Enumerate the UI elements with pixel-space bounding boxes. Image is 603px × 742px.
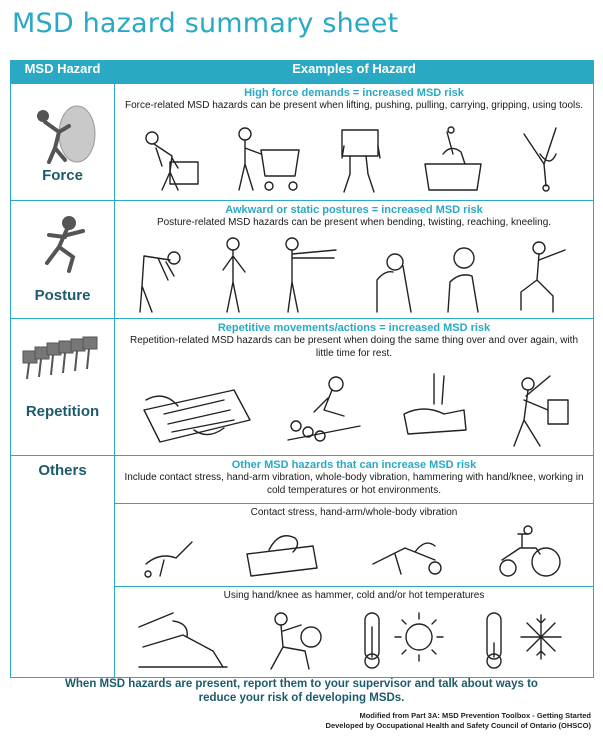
repetition-label: Repetition bbox=[25, 403, 100, 420]
credit-note bbox=[326, 711, 591, 731]
footer-line-1: When MSD hazards are present, report them to your supervisor and talk about ways to bbox=[65, 678, 538, 690]
force-description: Force-related MSD hazards can be present when lifting, pushing, pulling, carrying, gripping, using tools. bbox=[124, 100, 584, 111]
pushing-cart-icon bbox=[231, 124, 303, 194]
gripping-icon bbox=[417, 124, 489, 194]
head-tilt-icon bbox=[438, 236, 488, 314]
row-force bbox=[11, 84, 594, 201]
overhead-work-icon bbox=[504, 370, 574, 450]
hot-temperature-icon bbox=[359, 607, 453, 671]
neck-flexion-icon bbox=[367, 236, 417, 314]
posture-description: Posture-related MSD hazards can be present when bending, twisting, reaching, kneeling. bbox=[156, 217, 552, 228]
hand-tool-icon bbox=[243, 524, 323, 580]
others-heading: Other MSD hazards that can increase MSD risk bbox=[231, 459, 477, 471]
table-header bbox=[11, 61, 594, 84]
page-title: MSD hazard summary sheet bbox=[12, 8, 399, 39]
force-cell bbox=[11, 84, 115, 201]
posture-heading: Awkward or static postures = increased MSD risk bbox=[225, 204, 483, 216]
bending-icon bbox=[130, 236, 190, 314]
others-cell bbox=[11, 456, 115, 678]
tractor-icon bbox=[488, 524, 568, 580]
repetition-description: Repetition-related MSD hazards can be present when doing the same thing over and over again, with little time for rest. bbox=[129, 335, 579, 359]
pushing-figure-icon bbox=[29, 102, 99, 167]
others-sub-vibration bbox=[115, 503, 593, 586]
row-posture bbox=[11, 201, 594, 319]
twisting-icon bbox=[211, 236, 255, 314]
using-tools-icon bbox=[516, 124, 576, 194]
force-label: Force bbox=[42, 167, 83, 184]
row-others bbox=[11, 456, 594, 678]
kneeling-icon bbox=[509, 236, 579, 314]
hand-as-hammer-icon bbox=[133, 607, 233, 671]
posture-cell bbox=[11, 201, 115, 319]
repetition-figures-icon bbox=[19, 333, 107, 385]
repetition-heading: Repetitive movements/actions = increased MSD risk bbox=[217, 322, 491, 334]
cold-temperature-icon bbox=[481, 607, 575, 671]
posture-label: Posture bbox=[34, 287, 91, 304]
contact-stress-icon bbox=[140, 524, 200, 580]
header-examples: Examples of Hazard bbox=[115, 61, 594, 84]
force-heading: High force demands = increased MSD risk bbox=[244, 87, 464, 99]
force-examples bbox=[115, 84, 594, 201]
typing-keyboard-icon bbox=[134, 370, 254, 450]
posture-examples bbox=[115, 201, 594, 319]
vibration-caption: Contact stress, hand-arm/whole-body vibration bbox=[250, 507, 458, 518]
reaching-icon bbox=[276, 236, 346, 314]
others-sub-temperature bbox=[115, 586, 593, 677]
others-description: Include contact stress, hand-arm vibration, whole-body vibration, hammering with hand/knee, working in cold temperatures or hot environments. bbox=[124, 472, 584, 496]
credit-line-2: Developed by Occupational Health and Safety Council of Ontario (OHSCO) bbox=[325, 721, 591, 730]
repetition-cell bbox=[11, 319, 115, 456]
row-repetition bbox=[11, 319, 594, 456]
credit-line-1: Modified from Part 3A: MSD Prevention Toolbox - Getting Started bbox=[359, 711, 591, 720]
bending-figure-icon bbox=[29, 213, 99, 273]
others-label: Others bbox=[38, 462, 87, 479]
carrying-box-icon bbox=[330, 124, 390, 194]
header-msd-hazard: MSD Hazard bbox=[11, 61, 115, 84]
hazard-table bbox=[10, 60, 594, 678]
repetition-examples bbox=[115, 319, 594, 456]
others-examples bbox=[115, 456, 594, 678]
footer-message bbox=[0, 677, 603, 705]
hand-washing-icon bbox=[394, 370, 474, 450]
lifting-box-icon bbox=[132, 124, 204, 194]
vibrating-tool-icon bbox=[365, 524, 445, 580]
temperature-caption: Using hand/knee as hammer, cold and/or hot temperatures bbox=[223, 590, 485, 601]
footer-line-2: reduce your risk of developing MSDs. bbox=[198, 692, 405, 704]
assembly-line-icon bbox=[284, 370, 364, 450]
knee-as-hammer-icon bbox=[261, 607, 331, 671]
